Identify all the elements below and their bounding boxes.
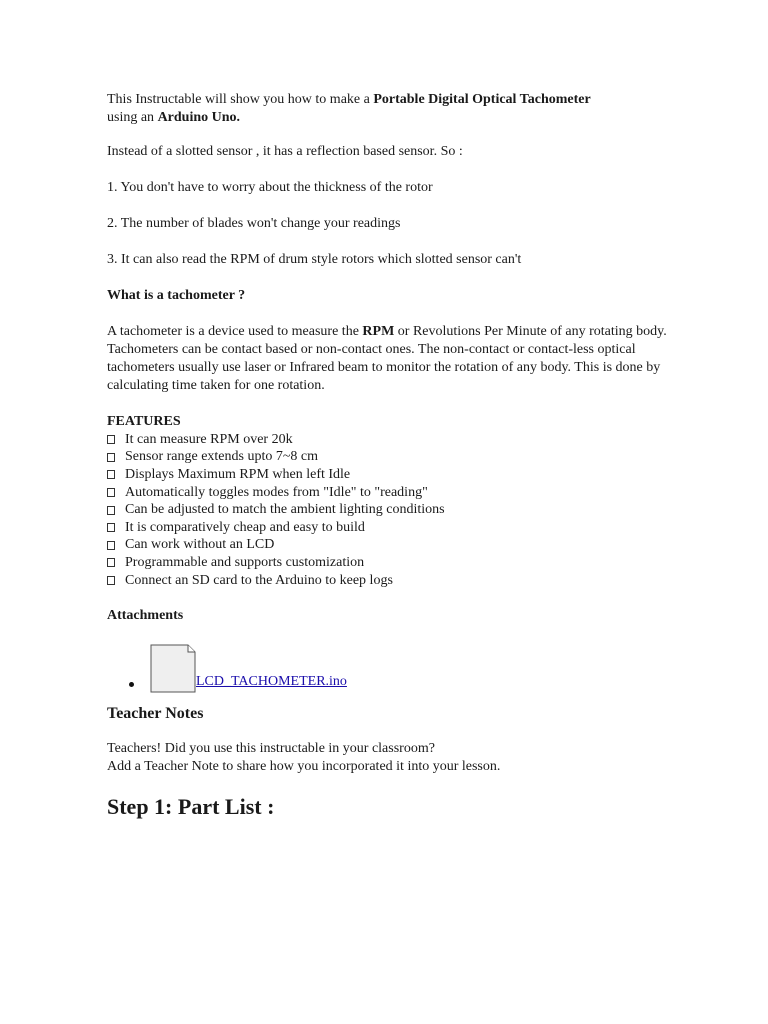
teacher-notes-line-2: Add a Teacher Note to share how you incorporated it into your lesson. [107,759,501,775]
what-is-paragraph [107,323,667,395]
feature-text: Sensor range extends upto 7~8 cm [125,449,319,465]
what-is-heading: What is a tachometer ? [107,288,246,303]
what-is-text-before: A tachometer is a device used to measure the [107,324,363,339]
intro-bold-board: Arduino Uno. [157,110,241,125]
checkbox-glyph-icon [107,576,115,585]
feature-item [107,554,667,572]
feature-item [107,572,667,590]
feature-text: Programmable and supports customization [125,554,365,570]
sensor-paragraph: Instead of a slotted sensor , it has a reflection based sensor. So : [107,144,463,159]
feature-item [107,537,667,555]
feature-item [107,519,667,537]
feature-text: Can be adjusted to match the ambient lighting conditions [125,502,445,518]
feature-text: Can work without an LCD [125,537,275,553]
feature-item [107,466,667,484]
checkbox-glyph-icon [107,435,115,444]
intro-text-2: using an [107,110,158,125]
checkbox-glyph-icon [107,506,115,515]
teacher-notes-text [107,740,667,776]
checkbox-glyph-icon [107,523,115,532]
feature-item [107,449,667,467]
file-icon[interactable] [150,644,194,692]
intro-paragraph [107,91,667,127]
point-2: 2. The number of blades won't change your readings [107,216,401,231]
what-is-text-after: or Revolutions Per Minute of any rotating body. Tachometers can be contact based or non-contact ones. The non-contact or contact-less optical tachometers usually use laser or Infrared beam to monitor the rotation of any body. This is done by calculating time taken for one rotation. [107,324,667,393]
feature-item [107,501,667,519]
feature-text: Automatically toggles modes from "Idle" to "reading" [125,484,428,500]
checkbox-glyph-icon [107,470,115,479]
attachment-file-link[interactable]: LCD_TACHOMETER.ino [196,674,347,690]
intro-text-1: This Instructable will show you how to make a [107,92,374,107]
checkbox-glyph-icon [107,453,115,462]
feature-item [107,431,667,449]
features-section [107,413,667,589]
point-3: 3. It can also read the RPM of drum style rotors which slotted sensor can't [107,252,522,267]
checkbox-glyph-icon [107,558,115,567]
bullet-icon [129,682,134,687]
document-body [107,91,667,820]
teacher-notes-line-1: Teachers! Did you use this instructable in your classroom? [107,741,435,757]
intro-bold-product: Portable Digital Optical Tachometer [373,92,591,107]
feature-text: It can measure RPM over 20k [125,431,293,447]
checkbox-glyph-icon [107,488,115,497]
attachments-title: Attachments [107,608,184,624]
features-title: FEATURES [107,414,181,429]
feature-item [107,484,667,502]
feature-text: Displays Maximum RPM when left Idle [125,466,351,482]
rpm-bold: RPM [362,324,395,339]
attachment-list-item [107,641,667,691]
feature-text: Connect an SD card to the Arduino to keep logs [125,572,393,588]
teacher-notes-title: Teacher Notes [107,705,204,723]
point-1: 1. You don't have to worry about the thickness of the rotor [107,180,433,195]
step-1-title: Step 1: Part List : [107,794,275,820]
feature-text: It is comparatively cheap and easy to build [125,519,365,535]
checkbox-glyph-icon [107,541,115,550]
